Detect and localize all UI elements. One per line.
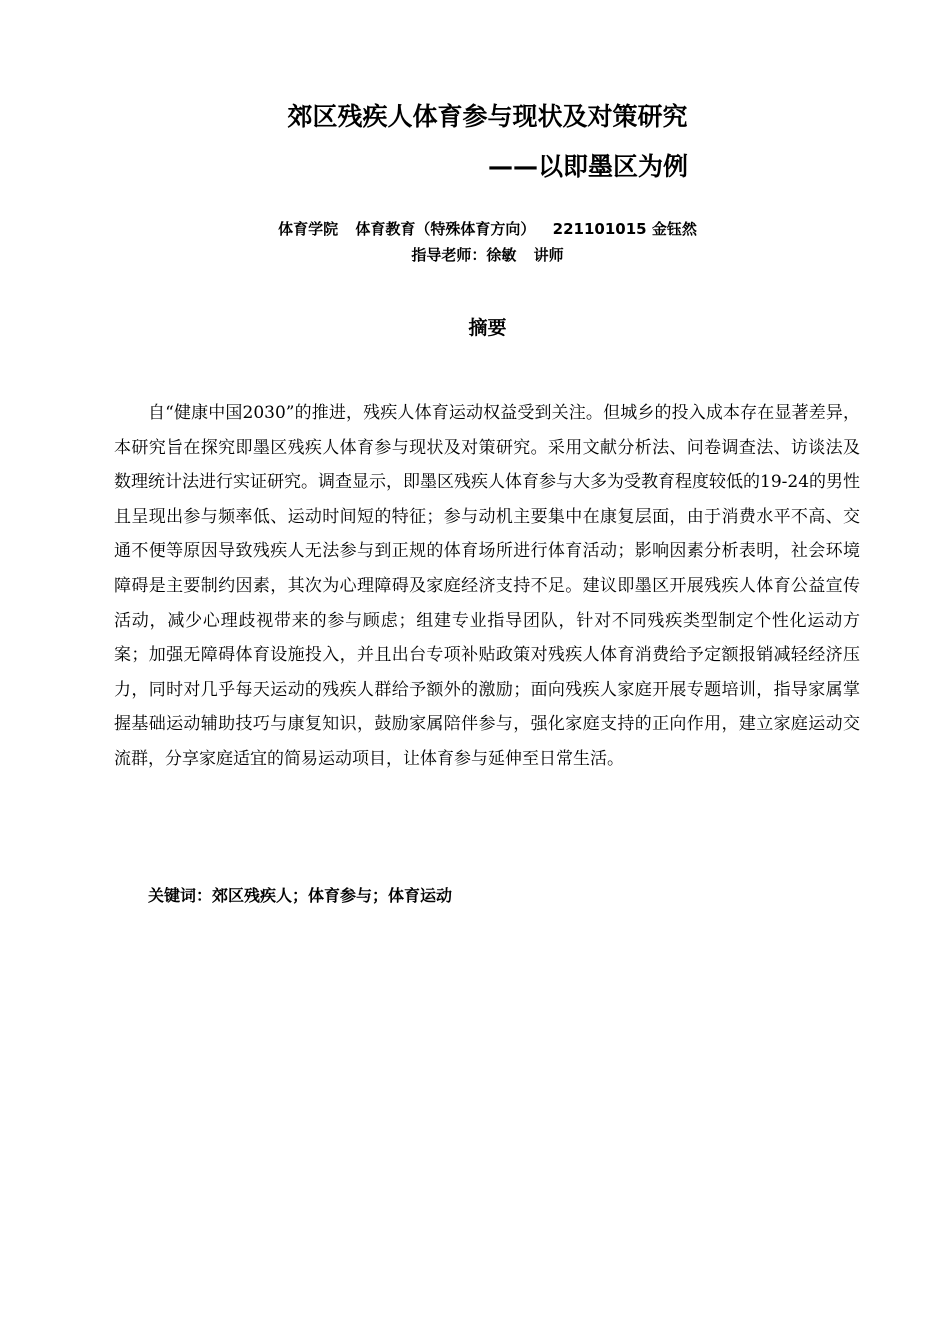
paper-title: 郊区残疾人体育参与现状及对策研究: [287, 102, 688, 131]
paper-subtitle: ——以即墨区为例: [488, 152, 689, 181]
advisor-name: 指导老师：徐敏: [411, 246, 517, 264]
advisor-rank: 讲师: [533, 246, 564, 264]
author-info: [0, 218, 950, 240]
abstract-body: 自“健康中国2030”的推进，残疾人体育运动权益受到关注。但城乡的投入成本存在显著差异，本研究旨在探究即墨区残疾人体育参与现状及对策研究。采用文献分析法、问卷调查法、访谈法及数理统计法进行实证研究。调查显示，即墨区残疾人体育参与大多为受教育程度较低的19-24的男性且呈现出参与频率低、运动时间短的特征；参与动机主要集中在康复层面，由于消费水平不高、交通不便等原因导致残疾人无法参与到正规的体育场所进行体育活动；影响因素分析表明，社会环境障碍是主要制约因素，其次为心理障碍及家庭经济支持不足。建议即墨区开展残疾人体育公益宣传活动，减少心理歧视带来的参与顾虑；组建专业指导团队，针对不同残疾类型制定个性化运动方案；加强无障碍体育设施投入，并且出台专项补贴政策对残疾人体育消费给予定额报销减轻经济压力，同时对几乎每天运动的残疾人群给予额外的激励；面向残疾人家庭开展专题培训，指导家属掌握基础运动辅助技巧与康复知识，鼓励家属陪伴参与，强化家庭支持的正向作用，建立家庭运动交流群，分享家庭适宜的简易运动项目，让体育参与延伸至日常生活。: [114, 403, 861, 769]
abstract-heading: 摘要: [468, 317, 507, 339]
author-major: 体育教育（特殊体育方向）: [355, 220, 536, 238]
keywords: 关键词：郊区残疾人；体育参与；体育运动: [148, 886, 453, 905]
advisor-info: [0, 244, 950, 266]
author-college: 体育学院: [278, 220, 339, 238]
author-id-name: 221101015 金钰然: [552, 220, 697, 238]
